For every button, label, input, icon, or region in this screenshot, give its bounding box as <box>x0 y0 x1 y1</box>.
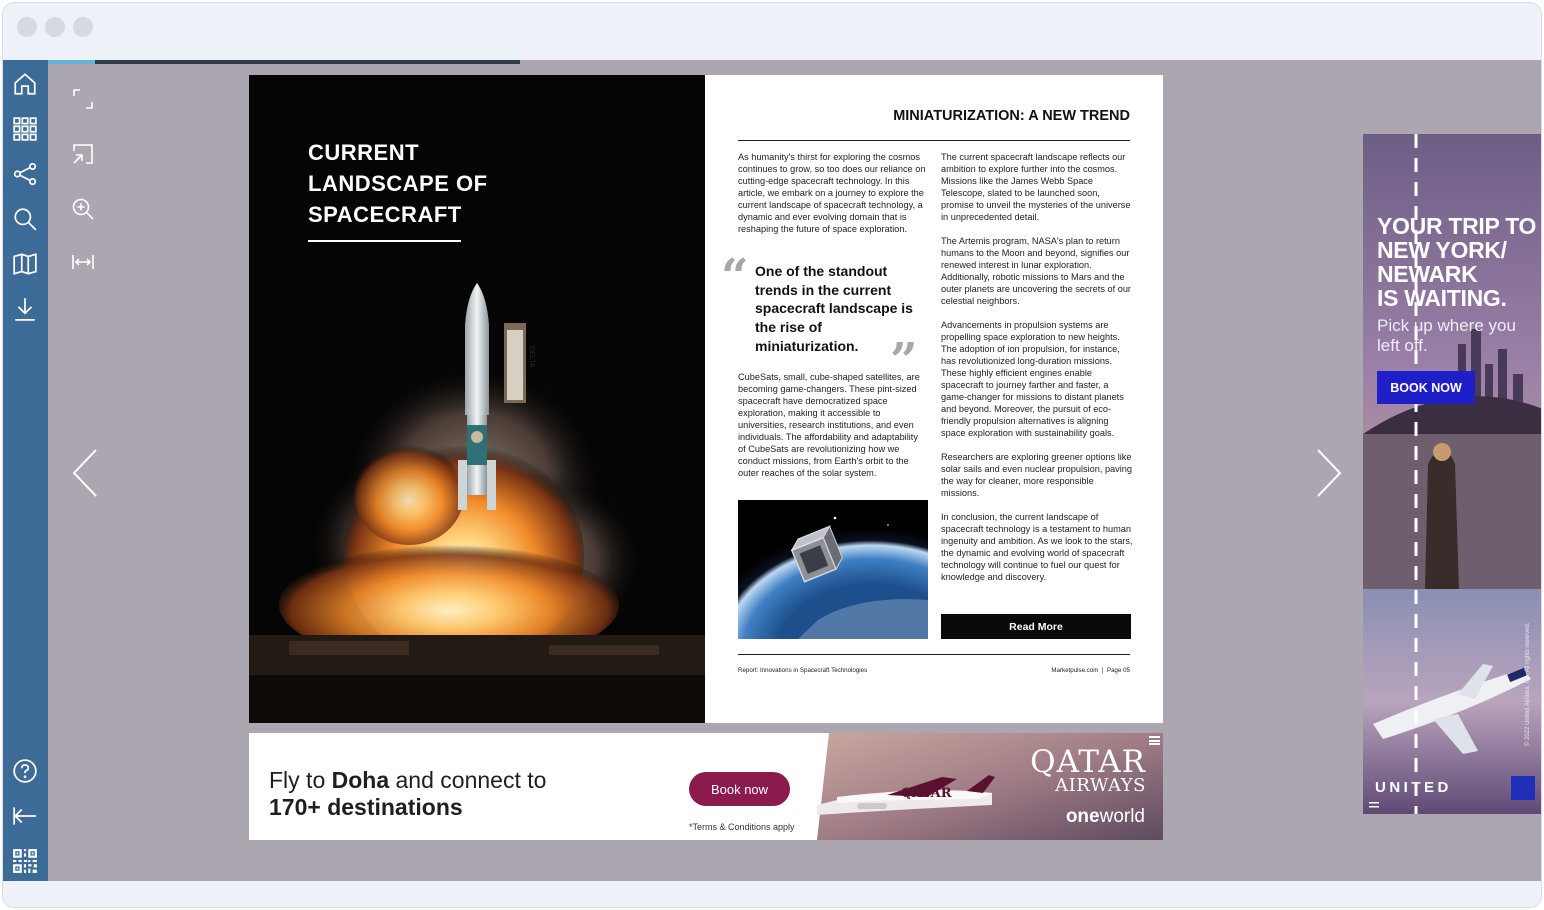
book-now-button[interactable]: Book now <box>689 772 790 806</box>
oneworld-logo <box>1066 806 1145 828</box>
fuselage-text: QATAR <box>901 786 952 801</box>
title-underline <box>308 240 461 242</box>
ad-text-destinations: 170+ destinations <box>269 794 463 820</box>
qatar-logo-sub: AIRWAYS <box>1055 775 1146 796</box>
united-book-now-button[interactable]: BOOK NOW <box>1377 371 1475 404</box>
united-logo: UNITED <box>1375 779 1452 796</box>
download-icon[interactable] <box>11 295 39 323</box>
pull-quote: One of the standout trends in the current spacecraft landscape is the rise of miniaturization. <box>755 263 913 354</box>
reading-progress-track <box>48 60 520 64</box>
reading-progress-fill <box>48 60 95 64</box>
oneworld-world: world <box>1099 806 1145 827</box>
app-window <box>2 2 1542 908</box>
col2-paragraph-4: Researchers are exploring greener options like solar sails and even nuclear propulsion, paving the way for cleaner, more responsible missions. <box>941 452 1133 498</box>
header-rule <box>738 140 1130 141</box>
article-headline: MINIATURIZATION: A NEW TREND <box>893 108 1130 124</box>
previous-page-arrow[interactable] <box>70 448 100 498</box>
home-icon[interactable] <box>11 70 39 98</box>
search-icon[interactable] <box>11 205 39 233</box>
window-maximize-dot[interactable] <box>73 17 93 37</box>
article-column-1 <box>738 151 928 247</box>
fit-page-icon[interactable] <box>68 139 98 169</box>
close-quote-icon: ” <box>890 333 918 389</box>
footer-rule <box>738 654 1130 655</box>
help-icon[interactable] <box>11 757 39 785</box>
left-page-title: CURRENT LANDSCAPE OF SPACECRAFT <box>308 140 488 227</box>
side-ad-headline: YOUR TRIP TO NEW YORK/ NEWARK IS WAITING. <box>1377 213 1537 311</box>
title-bar <box>3 3 1541 60</box>
col2-paragraph-2: The Artemis program, NASA's plan to return humans to the Moon and beyond, signifies our renewed interest in lunar exploration. Additionally, robotic missions to Mars and the outer planets are uncovering the secrets of our celestial neighbors. <box>941 236 1131 306</box>
col1-paragraph-2: CubeSats, small, cube-shaped satellites, are becoming game-changers. These pint-sized spacecraft have democratized space exploration, making it accessible to universities, research institutions, and even individuals. The affordability and adaptability of CubeSats are revolutionizing how we conduct missions, from Earth's orbit to the outer reaches of the solar system. <box>738 372 920 478</box>
hamburger-icon[interactable] <box>1149 736 1160 745</box>
magazine-page-right <box>705 75 1163 723</box>
cubesat-image <box>738 500 928 639</box>
qatar-airways-ad[interactable] <box>249 733 1163 840</box>
collapse-icon[interactable] <box>11 802 39 830</box>
col2-paragraph-3: Advancements in propulsion systems are propelling space exploration to new heights. The adoption of ion propulsion, for instance, has revolutionized long-duration missions. These highly efficient engines enable spacecraft to journey farther and faster, a game-changer for missions to distant planets and beyond. Moreover, the pursuit of eco-friendly propulsion alternatives is aligning space exploration with sustainability goals. <box>941 320 1124 438</box>
svg-text:DELTA: DELTA <box>528 346 535 368</box>
fullscreen-icon[interactable] <box>68 84 98 114</box>
read-more-button[interactable]: Read More <box>941 614 1131 639</box>
united-copyright: © 2022 United Airlines, Inc. All rights reserved. <box>1525 622 1531 746</box>
ad-text-connect: and connect to <box>389 767 547 793</box>
oneworld-one: one <box>1065 806 1100 827</box>
col1-paragraph-1: As humanity's thirst for exploring the cosmos continues to grow, so too does our reliance on cutting-edge spacecraft technology. In this article, we embark on a journey to explore the current landscape of spacecraft technology, a dynamic and ever evolving domain that is reshaping the future of space exploration. <box>738 152 926 234</box>
next-page-arrow[interactable] <box>1314 448 1344 498</box>
qr-code-icon[interactable] <box>11 847 39 875</box>
ad-text-fly-to: Fly to <box>269 767 332 793</box>
col2-paragraph-1: The current spacecraft landscape reflects our ambition to explore further into the cosmos. Missions like the James Webb Space Telescope, slated to be launched soon, promise to unveil the mysteries of the universe in unprecedented detail. <box>941 152 1131 222</box>
book-icon[interactable] <box>11 250 39 278</box>
reader-stage <box>48 60 1542 882</box>
fit-width-icon[interactable] <box>68 247 98 277</box>
ad-text-doha: Doha <box>331 767 390 793</box>
ad-headline-line-2 <box>269 794 463 821</box>
col2-paragraph-5: In conclusion, the current landscape of spacecraft technology is a testament to human ingenuity and ambition. As we look to the stars, the dynamic and evolving world of spacecraft technology will continue to fuel our quest for knowledge and discovery. <box>941 512 1133 582</box>
terms-text: *Terms & Conditions apply <box>689 822 795 832</box>
sidebar <box>3 60 48 882</box>
magazine-page-left <box>249 75 705 723</box>
window-close-dot[interactable] <box>17 17 37 37</box>
footer-page-info: Marketpulse.com | Page 05 <box>1051 667 1130 674</box>
qatar-logo-main: QATAR <box>1030 744 1146 780</box>
bottom-bar <box>3 881 1541 907</box>
share-icon[interactable] <box>11 160 39 188</box>
zoom-in-icon[interactable] <box>68 194 98 224</box>
open-quote-icon: “ <box>721 249 749 305</box>
thumbnails-icon[interactable] <box>11 115 39 143</box>
ad-headline-line-1 <box>269 767 546 794</box>
qatar-airways-logo <box>1030 744 1146 796</box>
united-airlines-ad[interactable] <box>1363 134 1542 814</box>
article-column-2 <box>941 151 1133 595</box>
article-column-1-continued <box>738 371 928 491</box>
window-minimize-dot[interactable] <box>45 17 65 37</box>
qatar-ad-image-panel <box>817 733 1163 840</box>
footer-report-title: Report: Innovations in Spacecraft Technologies <box>738 667 868 674</box>
side-ad-subtext: Pick up where you left off. <box>1377 316 1516 355</box>
